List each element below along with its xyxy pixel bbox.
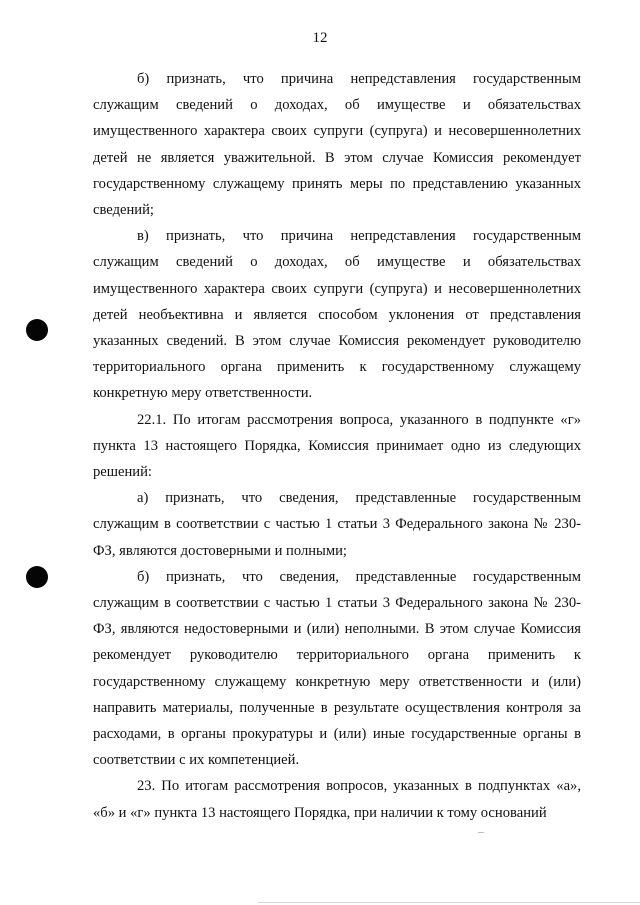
paragraph-23: 23. По итогам рассмотрения вопросов, указанных в подпунктах «а», «б» и «г» пункта 13 настоящего Порядка, при наличии к тому оснований: [93, 778, 581, 821]
hole-punch-mark: [26, 566, 48, 588]
paragraph-item-a: а) признать, что сведения, представленные государственным служащим в соответствии с частью 1 статьи 3 Федерального закона № 230-ФЗ, являются достоверными и полными;: [93, 490, 581, 559]
paragraph-item-b-2: б) признать, что сведения, представленные государственным служащим в соответствии с частью 1 статьи 3 Федерального закона № 230-ФЗ, являются недостоверными и (или) неполными. В этом случае Комиссия рекомендует руководителю территориального органа применить к государственному служащему конкретную меру ответственности и (или) направить материалы, полученные в результате осуществления контроля за расходами, в органы прокуратуры и (или) иные государственные органы в соответствии с их компетенцией.: [93, 568, 581, 769]
hole-punch-mark: [26, 319, 48, 341]
document-body: [93, 66, 581, 826]
paragraph-item-v: в) признать, что причина непредставления государственным служащим сведений о доходах, об имуществе и обязательствах имущественного характера своих супруги (супруга) и несовершеннолетних детей необъективна и является способом уклонения от представления указанных сведений. В этом случае Комиссия рекомендует руководителю территориального органа применить к государственному служащему конкретную меру ответственности.: [93, 228, 581, 402]
paragraph-item-b: б) признать, что причина непредставления государственным служащим сведений о доходах, об имуществе и обязательствах имущественного характера своих супруги (супруга) и несовершеннолетних детей не является уважительной. В этом случае Комиссия рекомендует государственному служащему принять меры по представлению указанных сведений;: [93, 71, 581, 219]
scan-artifact: [258, 902, 640, 903]
paragraph-22-1: 22.1. По итогам рассмотрения вопроса, указанного в подпункте «г» пункта 13 настоящего Порядка, Комиссия принимает одно из следующих решений:: [93, 411, 581, 481]
page-number: 12: [312, 30, 328, 46]
scan-artifact: [478, 832, 484, 833]
